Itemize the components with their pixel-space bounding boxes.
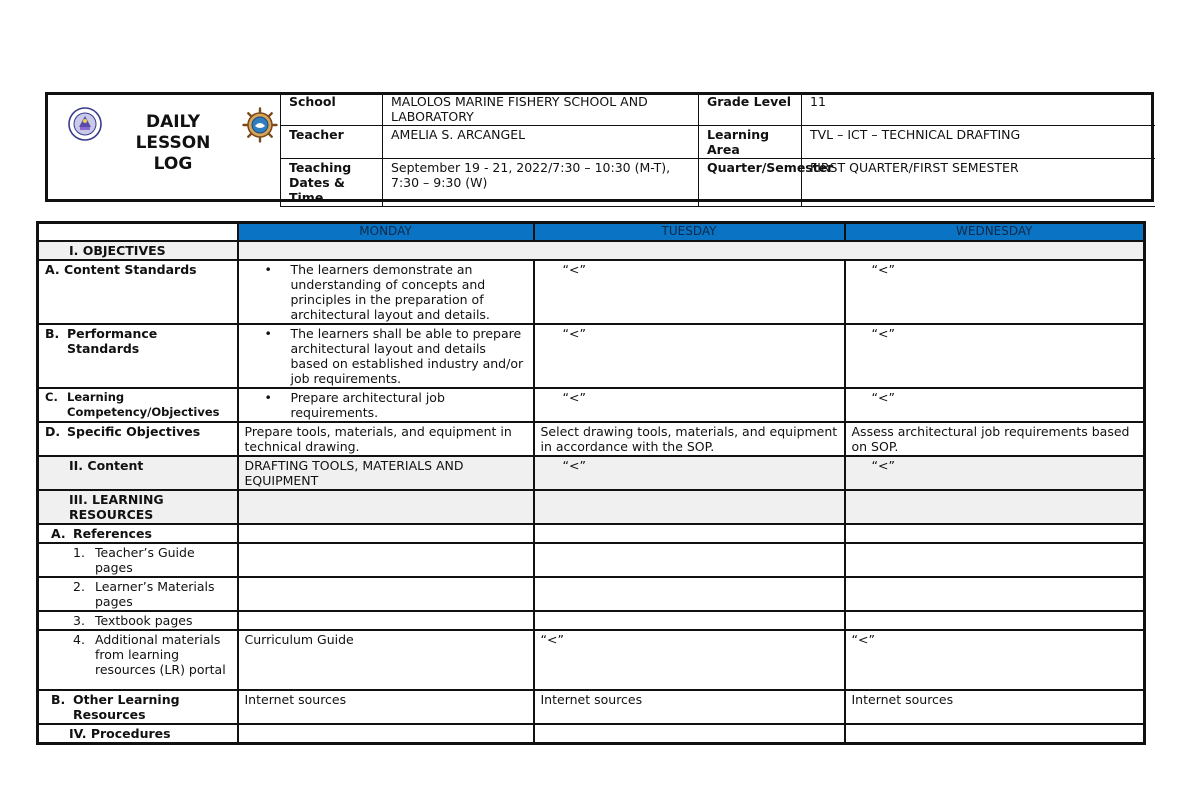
daily-lesson-log-title <box>118 112 228 175</box>
table-row <box>38 388 1145 422</box>
procedures-wednesday <box>845 724 1145 744</box>
specific-objectives-wednesday: Assess architectural job requirements based on SOP. <box>845 422 1145 456</box>
ditto-mark: “<” <box>562 261 586 277</box>
teaching-dates-label: Teaching Dates & Time <box>281 159 383 207</box>
grade-level-value: 11 <box>802 93 1156 126</box>
competency-label: Learning Competency/Objectives <box>67 389 220 419</box>
table-row <box>38 630 1145 690</box>
ditto-mark: “<” <box>562 389 586 405</box>
day-header-tuesday: TUESDAY <box>534 223 845 241</box>
content-standards-label: Content Standards <box>64 261 197 277</box>
table-row <box>38 260 1145 324</box>
deped-seal-icon <box>68 107 102 141</box>
specific-objectives-label-cell <box>38 422 238 456</box>
grade-level-label: Grade Level <box>699 93 802 126</box>
ditto-mark: “<” <box>871 325 895 341</box>
row-letter: C. <box>45 389 58 404</box>
teachers-guide-label: Teacher’s Guide pages <box>95 544 195 575</box>
learners-materials-wednesday <box>845 577 1145 611</box>
school-value: MALOLOS MARINE FISHERY SCHOOL AND LABORATORY <box>383 93 699 126</box>
textbook-tuesday <box>534 611 845 630</box>
header-box <box>45 92 1154 205</box>
ditto-mark: “<” <box>851 631 875 647</box>
quarter-semester-value: FIRST QUARTER/FIRST SEMESTER <box>802 159 1156 207</box>
other-resources-label: Other Learning Resources <box>73 691 180 722</box>
table-row <box>38 577 1145 611</box>
content-standards-wednesday <box>845 260 1145 324</box>
learning-area-value: TVL – ICT – TECHNICAL DRAFTING <box>802 126 1156 159</box>
learners-materials-label-cell <box>38 577 238 611</box>
competency-label-cell <box>38 388 238 422</box>
teachers-guide-wednesday <box>845 543 1145 577</box>
other-resources-wednesday: Internet sources <box>845 690 1145 724</box>
content-standards-tuesday <box>534 260 845 324</box>
school-label: School <box>281 93 383 126</box>
title-line-2: LESSON <box>135 133 211 153</box>
teacher-value: AMELIA S. ARCANGEL <box>383 126 699 159</box>
item-number: 3. <box>73 612 85 628</box>
performance-standards-label: Performance Standards <box>67 325 158 356</box>
ditto-mark: “<” <box>871 389 895 405</box>
learning-resources-tuesday <box>534 490 845 524</box>
references-monday <box>238 524 534 543</box>
textbook-label: Textbook pages <box>95 612 193 628</box>
header-info-table <box>280 93 1155 207</box>
additional-materials-wednesday <box>845 630 1145 690</box>
table-row <box>38 422 1145 456</box>
textbook-monday <box>238 611 534 630</box>
ditto-mark: “<” <box>562 457 586 473</box>
ditto-mark: “<” <box>562 325 586 341</box>
other-resources-monday: Internet sources <box>238 690 534 724</box>
item-number: 2. <box>73 578 85 594</box>
performance-standards-monday <box>238 324 534 388</box>
specific-objectives-label: Specific Objectives <box>67 423 201 439</box>
references-label-cell <box>38 524 238 543</box>
teachers-guide-tuesday <box>534 543 845 577</box>
table-row <box>38 611 1145 630</box>
competency-text: Prepare architectural job requirements. <box>290 389 445 420</box>
learning-resources-monday <box>238 490 534 524</box>
ditto-mark: “<” <box>871 261 895 277</box>
competency-wednesday <box>845 388 1145 422</box>
title-line-3: LOG <box>153 154 193 174</box>
performance-standards-wednesday <box>845 324 1145 388</box>
specific-objectives-monday: Prepare tools, materials, and equipment in technical drawing. <box>238 422 534 456</box>
additional-materials-tuesday <box>534 630 845 690</box>
objectives-span-cell <box>238 241 1145 260</box>
content-monday: DRAFTING TOOLS, MATERIALS AND EQUIPMENT <box>238 456 534 490</box>
table-row <box>38 724 1145 744</box>
content-tuesday <box>534 456 845 490</box>
procedures-tuesday <box>534 724 845 744</box>
quarter-semester-label: Quarter/Semester <box>699 159 802 207</box>
bullet-icon: • <box>264 325 272 341</box>
references-label: References <box>73 525 152 541</box>
row-letter: A. <box>45 261 60 277</box>
item-number: 4. <box>73 631 85 647</box>
day-header-wednesday: WEDNESDAY <box>845 223 1145 241</box>
table-row <box>38 324 1145 388</box>
day-header-monday: MONDAY <box>238 223 534 241</box>
table-row <box>38 543 1145 577</box>
textbook-wednesday <box>845 611 1145 630</box>
table-row <box>38 456 1145 490</box>
content-wednesday <box>845 456 1145 490</box>
row-letter: A. <box>51 525 66 541</box>
row-letter: B. <box>45 325 60 341</box>
day-header-row <box>38 223 1145 241</box>
other-resources-label-cell <box>38 690 238 724</box>
title-line-1: DAILY <box>145 112 201 132</box>
table-row <box>38 524 1145 543</box>
references-wednesday <box>845 524 1145 543</box>
table-row <box>38 690 1145 724</box>
corner-cell <box>38 223 238 241</box>
other-resources-tuesday: Internet sources <box>534 690 845 724</box>
additional-materials-label-cell <box>38 630 238 690</box>
competency-monday <box>238 388 534 422</box>
learning-area-label: Learning Area <box>699 126 802 159</box>
row-letter: D. <box>45 423 61 439</box>
ditto-mark: “<” <box>540 631 564 647</box>
content-standards-text: The learners demonstrate an understanding of concepts and principles in the preparation of architectural layout and details. <box>290 261 490 322</box>
objectives-heading: I. OBJECTIVES <box>38 241 238 260</box>
competency-tuesday <box>534 388 845 422</box>
additional-materials-label: Additional materials from learning resources (LR) portal <box>95 631 226 677</box>
performance-standards-tuesday <box>534 324 845 388</box>
teachers-guide-label-cell <box>38 543 238 577</box>
specific-objectives-tuesday: Select drawing tools, materials, and equipment in accordance with the SOP. <box>534 422 845 456</box>
table-row <box>38 241 1145 260</box>
additional-materials-monday: Curriculum Guide <box>238 630 534 690</box>
procedures-heading: IV. Procedures <box>38 724 238 744</box>
learners-materials-monday <box>238 577 534 611</box>
bullet-icon: • <box>264 261 272 277</box>
table-row <box>38 490 1145 524</box>
textbook-label-cell <box>38 611 238 630</box>
procedures-monday <box>238 724 534 744</box>
references-tuesday <box>534 524 845 543</box>
content-heading: II. Content <box>38 456 238 490</box>
teaching-dates-value: September 19 - 21, 2022/7:30 – 10:30 (M-T), 7:30 – 9:30 (W) <box>383 159 699 207</box>
learning-resources-wednesday <box>845 490 1145 524</box>
lesson-log-table <box>36 221 1146 745</box>
row-letter: B. <box>51 691 66 707</box>
bullet-icon: • <box>264 389 272 405</box>
performance-standards-label-cell <box>38 324 238 388</box>
item-number: 1. <box>73 544 85 560</box>
performance-standards-text: The learners shall be able to prepare architectural layout and details based on established industry and/or job requirements. <box>290 325 524 386</box>
ditto-mark: “<” <box>871 457 895 473</box>
learning-resources-heading: III. LEARNING RESOURCES <box>38 490 238 524</box>
learners-materials-label: Learner’s Materials pages <box>95 578 215 609</box>
learners-materials-tuesday <box>534 577 845 611</box>
ship-wheel-logo-icon <box>242 107 278 143</box>
content-standards-label-cell <box>38 260 238 324</box>
teacher-label: Teacher <box>281 126 383 159</box>
teachers-guide-monday <box>238 543 534 577</box>
content-standards-monday <box>238 260 534 324</box>
